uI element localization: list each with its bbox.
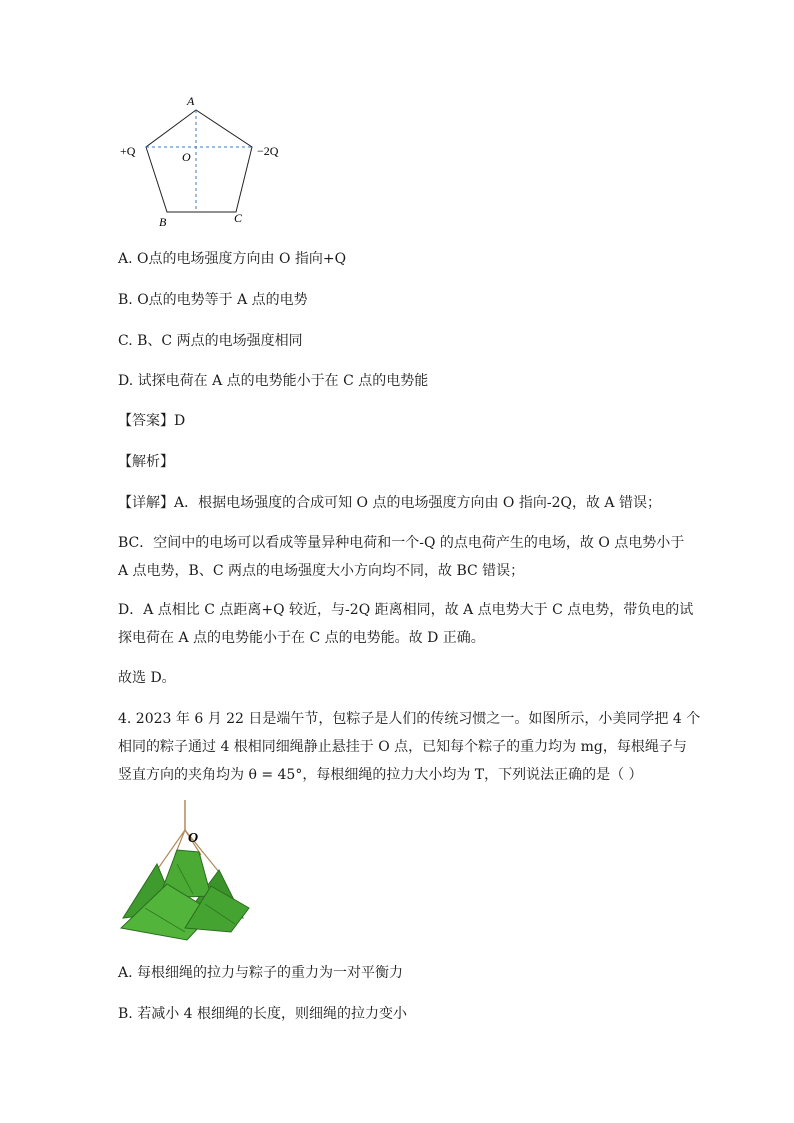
explanation-line-4: D．A 点相比 C 点距离+Q 较近，与-2Q 距离相同，故 A 点电势大于 C 点电势，带负电的试 (118, 602, 694, 618)
conclusion: 故选 D。 (118, 670, 176, 686)
pentagon-shape (146, 110, 252, 212)
option-d: D. 试探电荷在 A 点的电势能小于在 C 点的电势能 (118, 373, 429, 389)
label-minus-2q: −2Q (257, 144, 279, 158)
option-c: C. B、C 两点的电场强度相同 (118, 333, 303, 349)
pentagon-figure (110, 90, 300, 230)
q4-stem-line-1: 4. 2023 年 6 月 22 日是端午节，包粽子是人们的传统习惯之一。如图所示，小美同学把 4 个 (118, 711, 701, 727)
label-o: O (182, 150, 191, 164)
option-a: A. O点的电场强度方向由 O 指向+Q (118, 251, 347, 267)
label-b: B (159, 215, 167, 229)
analysis-heading: 【解析】 (118, 454, 174, 470)
label-a: A (187, 94, 195, 108)
zongzi-figure (115, 800, 255, 945)
option-b: B. O点的电势等于 A 点的电势 (118, 292, 308, 308)
q4-option-b: B. 若减小 4 根细绳的长度，则细绳的拉力变小 (118, 1006, 407, 1022)
explanation-line-5: 探电荷在 A 点的电势能小于在 C 点的电势能。故 D 正确。 (118, 630, 485, 646)
explanation-line-2: BC．空间中的电场可以看成等量异种电荷和一个-Q 的点电荷产生的电场，故 O 点电势小于 (118, 535, 685, 551)
explanation-line-3: A 点电势，B、C 两点的电场强度大小方向均不同，故 BC 错误； (118, 563, 525, 579)
label-o-figure: O (188, 831, 199, 846)
q4-option-a: A. 每根细绳的拉力与粽子的重力为一对平衡力 (118, 965, 404, 981)
label-plus-q: +Q (120, 144, 136, 158)
q4-stem-line-3: 竖直方向的夹角均为 θ = 45°，每根细绳的拉力大小均为 T，下列说法正确的是（ ） (118, 767, 643, 783)
explanation-line-1: 【详解】A．根据电场强度的合成可知 O 点的电场强度方向由 O 指向-2Q，故 A 错误； (118, 495, 661, 511)
answer: 【答案】D (118, 413, 186, 429)
label-c: C (234, 211, 243, 225)
q4-stem-line-2: 相同的粽子通过 4 根相同细绳静止悬挂于 O 点，已知每个粽子的重力均为 mg，每根绳子与 (118, 739, 687, 755)
